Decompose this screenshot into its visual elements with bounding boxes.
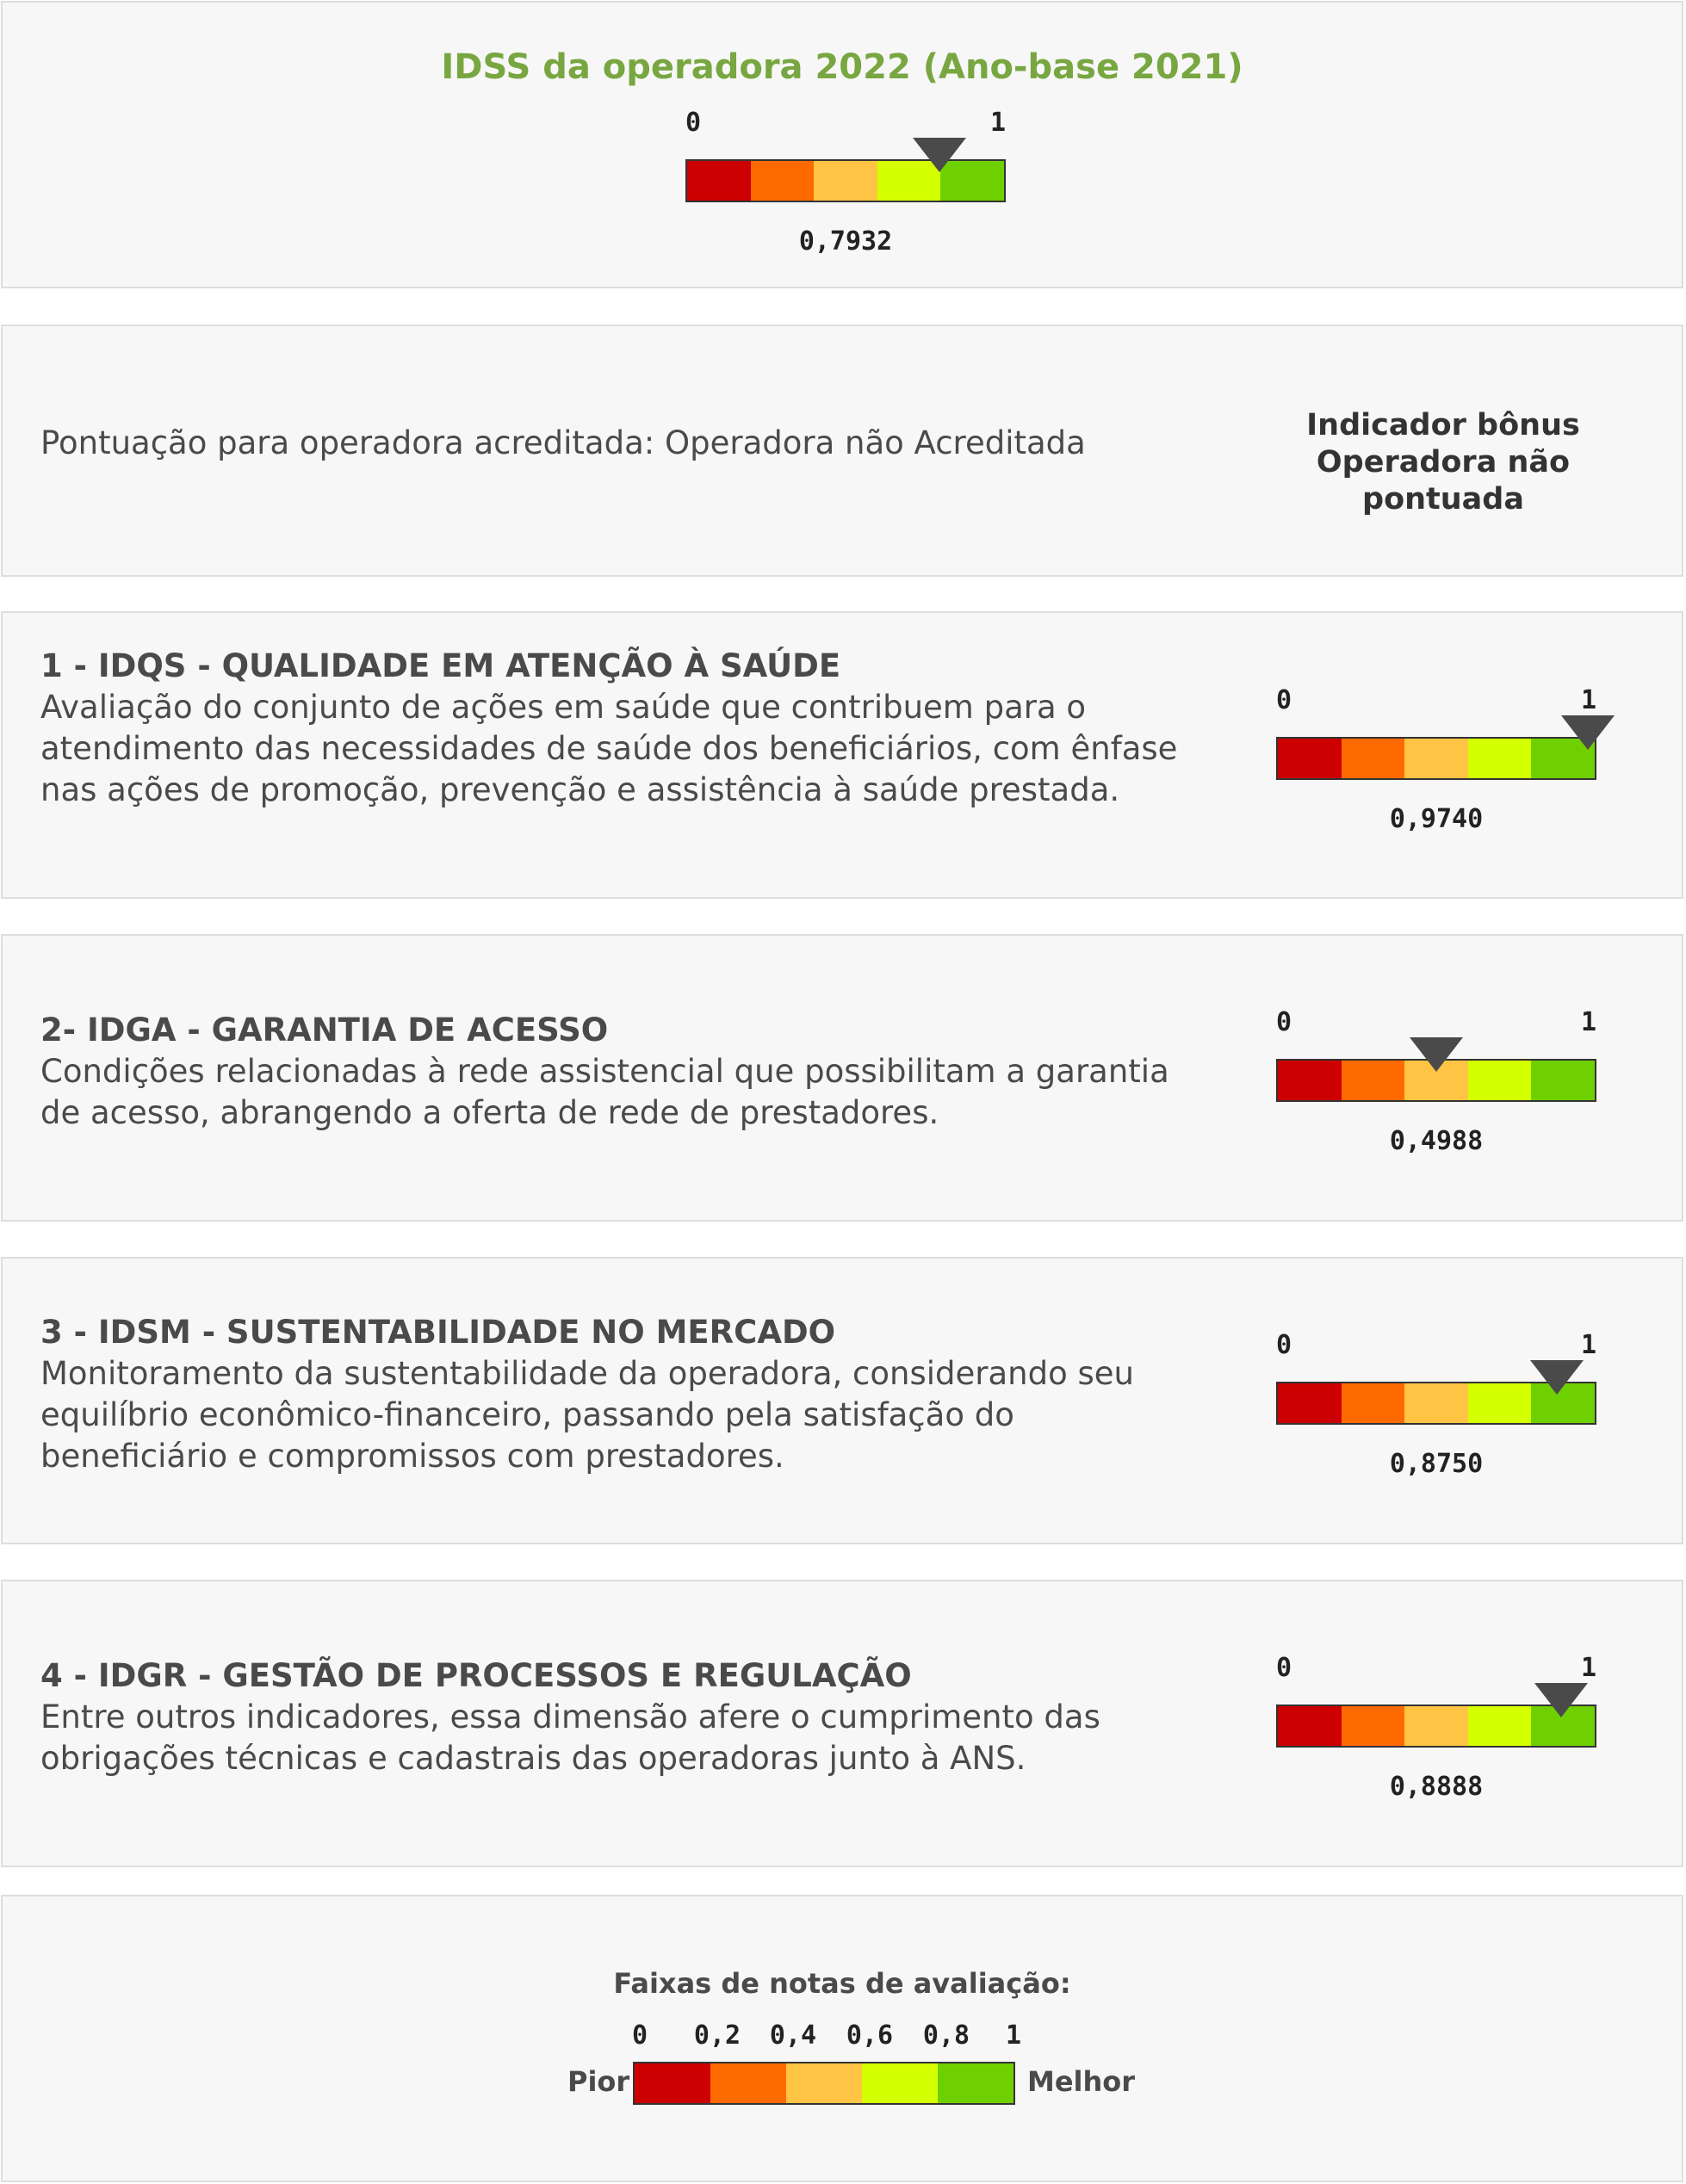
band-3 bbox=[1404, 1706, 1468, 1746]
legend-tick: 0,6 bbox=[846, 2020, 894, 2051]
gauge-marker-icon bbox=[1530, 1360, 1584, 1395]
gauge-marker-icon bbox=[1561, 715, 1615, 750]
gauge-min-label: 0 bbox=[1276, 1330, 1292, 1360]
accreditation-panel bbox=[1, 325, 1683, 577]
dimension-panel-idqs bbox=[1, 611, 1683, 899]
overall-panel bbox=[1, 1, 1683, 288]
band-1 bbox=[1278, 739, 1342, 778]
gauge-min-label: 0 bbox=[1276, 1653, 1292, 1683]
band-2 bbox=[1342, 1706, 1405, 1746]
legend-ticks bbox=[626, 2020, 1027, 2055]
overall-gauge bbox=[685, 108, 1006, 261]
band-2 bbox=[710, 2063, 786, 2103]
dimension-description: Entre outros indicadores, essa dimensão afere o cumprimento das obrigações técnicas e cadastrais das operadoras junto à ANS. bbox=[40, 1698, 1100, 1777]
gauge-max-label: 1 bbox=[1580, 1330, 1596, 1360]
bonus-status: Operadora não pontuada bbox=[1316, 445, 1571, 517]
band-4 bbox=[1468, 739, 1532, 778]
band-4 bbox=[862, 2063, 938, 2103]
legend-tick: 0,4 bbox=[769, 2020, 817, 2051]
gauge-max-label: 1 bbox=[1580, 1653, 1596, 1683]
overall-title: IDSS da operadora 2022 (Ano-base 2021) bbox=[441, 47, 1243, 87]
legend-worst-label: Pior bbox=[567, 2065, 630, 2098]
dimension-text bbox=[40, 1655, 1186, 1779]
dimension-title: 3 - IDSM - SUSTENTABILIDADE NO MERCADO bbox=[40, 1314, 836, 1351]
band-4 bbox=[1468, 1061, 1532, 1100]
gauge-min-label: 0 bbox=[1276, 685, 1292, 715]
band-5 bbox=[1531, 1061, 1595, 1100]
dimension-text bbox=[40, 646, 1186, 811]
gauge-value: 0,8750 bbox=[1389, 1449, 1484, 1479]
gauge-value: 0,9740 bbox=[1389, 804, 1484, 834]
band-3 bbox=[1404, 739, 1468, 778]
dimension-gauge bbox=[1276, 1007, 1596, 1160]
band-2 bbox=[751, 161, 815, 201]
gauge-value: 0,7932 bbox=[798, 226, 893, 257]
band-3 bbox=[786, 2063, 862, 2103]
dimension-gauge bbox=[1276, 1653, 1596, 1806]
band-1 bbox=[1278, 1383, 1342, 1423]
gauge-value: 0,4988 bbox=[1389, 1126, 1484, 1156]
band-4 bbox=[1468, 1706, 1532, 1746]
dimension-panel-idga bbox=[1, 934, 1683, 1222]
band-1 bbox=[687, 161, 751, 201]
gauge-marker-icon bbox=[1410, 1037, 1463, 1072]
band-1 bbox=[1278, 1706, 1342, 1746]
gauge-marker-icon bbox=[1534, 1683, 1588, 1717]
legend-tick: 0,8 bbox=[922, 2020, 970, 2051]
dimension-panel-idgr bbox=[1, 1580, 1683, 1867]
legend-best-label: Melhor bbox=[1027, 2065, 1136, 2098]
dimension-gauge bbox=[1276, 1330, 1596, 1483]
dimension-description: Avaliação do conjunto de ações em saúde que contribuem para o atendimento das necessidades de saúde dos beneficiários, com ênfase nas ações de promoção, prevenção e assistência à saúde prestada. bbox=[40, 689, 1178, 808]
dimension-gauge bbox=[1276, 685, 1596, 838]
legend-panel bbox=[1, 1895, 1683, 2182]
gauge-min-label: 0 bbox=[685, 108, 702, 138]
bonus-title: Indicador bônus bbox=[1306, 408, 1580, 442]
dimension-title: 1 - IDQS - QUALIDADE EM ATENÇÃO À SAÚDE bbox=[40, 647, 841, 684]
band-5 bbox=[938, 2063, 1013, 2103]
band-2 bbox=[1342, 1061, 1405, 1100]
band-2 bbox=[1342, 739, 1405, 778]
legend-tick: 1 bbox=[1005, 2020, 1022, 2051]
gauge-bar bbox=[1276, 737, 1596, 780]
gauge-value: 0,8888 bbox=[1389, 1772, 1484, 1802]
legend-title: Faixas de notas de avaliação: bbox=[613, 1967, 1071, 2000]
dimension-title: 4 - IDGR - GESTÃO DE PROCESSOS E REGULAÇÃO bbox=[40, 1657, 912, 1694]
gauge-marker-icon bbox=[913, 138, 966, 172]
bonus-indicator bbox=[1241, 407, 1646, 518]
accreditation-text: Pontuação para operadora acreditada: Operadora não Acreditada bbox=[40, 424, 1086, 461]
dimension-text bbox=[40, 1312, 1186, 1477]
band-1 bbox=[1278, 1061, 1342, 1100]
gauge-max-label: 1 bbox=[1580, 1007, 1596, 1037]
dimension-description: Monitoramento da sustentabilidade da operadora, considerando seu equilíbrio econômico-financeiro, passando pela satisfação do beneficiário e compromissos com prestadores. bbox=[40, 1355, 1134, 1475]
legend-tick: 0,2 bbox=[693, 2020, 741, 2051]
dimension-title: 2- IDGA - GARANTIA DE ACESSO bbox=[40, 1012, 609, 1049]
gauge-min-label: 0 bbox=[1276, 1007, 1292, 1037]
band-3 bbox=[814, 161, 877, 201]
gauge-max-label: 1 bbox=[1580, 685, 1596, 715]
band-2 bbox=[1342, 1383, 1405, 1423]
dimension-panel-idsm bbox=[1, 1257, 1683, 1544]
band-4 bbox=[1468, 1383, 1532, 1423]
band-1 bbox=[635, 2063, 710, 2103]
dimension-text bbox=[40, 1010, 1186, 1134]
dimension-description: Condições relacionadas à rede assistencial que possibilitam a garantia de acesso, abrangendo a oferta de rede de prestadores. bbox=[40, 1053, 1169, 1131]
gauge-max-label: 1 bbox=[989, 108, 1006, 138]
band-3 bbox=[1404, 1383, 1468, 1423]
legend-tick: 0 bbox=[631, 2020, 648, 2051]
legend-bar bbox=[633, 2062, 1015, 2105]
